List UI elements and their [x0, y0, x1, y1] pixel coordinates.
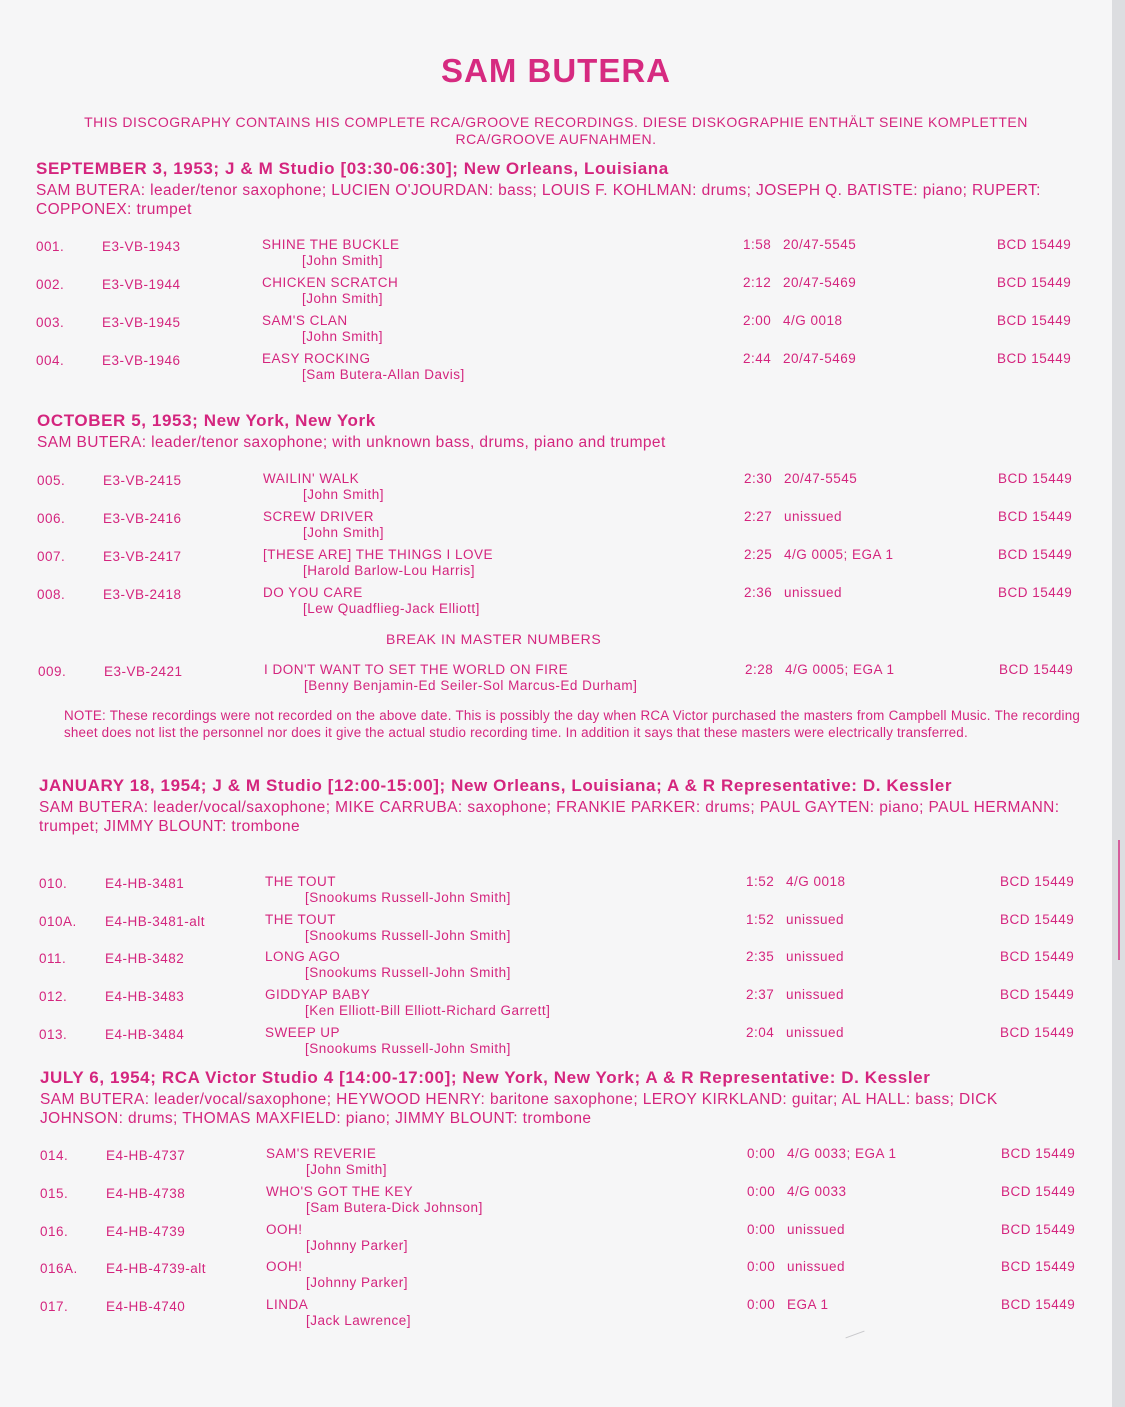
track-issue: 4/G 0005; EGA 1 [784, 547, 894, 562]
track-row [37, 471, 1125, 509]
session-header [40, 1068, 1084, 1128]
track-composer: [John Smith] [306, 1162, 388, 1177]
track-issue: 20/47-5469 [783, 351, 857, 366]
session-personnel: SAM BUTERA: leader/vocal/saxophone; HEYWOOD HENRY: baritone saxophone; LEROY KIRKLAND: guitar; AL HALL: bass; DICK JOHNSON: drums; THOMAS MAXFIELD: piano; JIMMY BLOUNT: trombone [40, 1091, 998, 1127]
track-composer: [Harold Barlow-Lou Harris] [303, 563, 476, 578]
track-bcd: BCD 15449 [997, 313, 1072, 328]
track-matrix: E4-HB-3481 [105, 876, 185, 891]
track-matrix: E3-VB-1943 [102, 239, 181, 254]
track-bcd: BCD 15449 [998, 509, 1073, 524]
track-number: 016A. [40, 1261, 78, 1276]
track-title: GIDDYAP BABY [265, 987, 371, 1002]
track-time: 1:52 [746, 912, 775, 927]
track-title: I DON'T WANT TO SET THE WORLD ON FIRE [264, 662, 569, 677]
track-composer: [Johnny Parker] [306, 1275, 409, 1290]
track-matrix: E4-HB-4739-alt [106, 1261, 207, 1276]
track-bcd: BCD 15449 [998, 585, 1073, 600]
track-bcd: BCD 15449 [1001, 1259, 1076, 1274]
track-composer: [John Smith] [302, 253, 384, 268]
track-number: 016. [40, 1224, 69, 1239]
track-title: DO YOU CARE [263, 585, 363, 600]
track-time: 2:04 [746, 1025, 775, 1040]
track-number: 007. [37, 549, 66, 564]
track-row [36, 313, 1125, 351]
track-bcd: BCD 15449 [998, 547, 1073, 562]
track-time: 2:27 [744, 509, 773, 524]
track-number: 011. [39, 951, 67, 966]
track-issue: 4/G 0033 [787, 1184, 847, 1199]
track-matrix: E3-VB-2421 [104, 664, 183, 679]
track-time: 0:00 [747, 1259, 776, 1274]
session-header [39, 776, 1083, 836]
track-issue: unissued [786, 949, 845, 964]
track-bcd: BCD 15449 [1001, 1146, 1076, 1161]
track-number: 009. [38, 664, 67, 679]
track-row [39, 949, 1125, 987]
break-in-master-numbers: BREAK IN MASTER NUMBERS [386, 631, 602, 647]
session-personnel: SAM BUTERA: leader/vocal/saxophone; MIKE CARRUBA: saxophone; FRANKIE PARKER: drums; PAUL GAYTEN: piano; PAUL HERMANN: trumpet; JIMMY BLOUNT: trombone [39, 799, 1060, 835]
track-title: SAM'S CLAN [262, 313, 348, 328]
track-time: 2:37 [746, 987, 775, 1002]
track-composer: [Sam Butera-Dick Johnson] [306, 1200, 483, 1215]
track-title: WAILIN' WALK [263, 471, 360, 486]
track-bcd: BCD 15449 [1000, 987, 1075, 1002]
track-title: WHO'S GOT THE KEY [266, 1184, 414, 1199]
track-composer: [John Smith] [303, 525, 385, 540]
track-issue: 4/G 0005; EGA 1 [785, 662, 895, 677]
track-row [40, 1146, 1125, 1184]
track-issue: unissued [786, 987, 845, 1002]
track-time: 2:12 [743, 275, 772, 290]
track-row [36, 237, 1125, 275]
track-matrix: E4-HB-4738 [106, 1186, 186, 1201]
track-title: OOH! [266, 1259, 303, 1274]
track-composer: [John Smith] [302, 291, 384, 306]
track-issue: unissued [784, 585, 843, 600]
page-edge [1112, 0, 1125, 1407]
track-row [37, 547, 1125, 585]
track-issue: unissued [786, 912, 845, 927]
track-matrix: E4-HB-3482 [105, 951, 185, 966]
track-bcd: BCD 15449 [1001, 1222, 1076, 1237]
track-bcd: BCD 15449 [1000, 1025, 1075, 1040]
track-bcd: BCD 15449 [1001, 1297, 1076, 1312]
track-composer: [Snookums Russell-John Smith] [305, 965, 511, 980]
session-personnel: SAM BUTERA: leader/tenor saxophone; with unknown bass, drums, piano and trumpet [37, 434, 666, 451]
track-title: EASY ROCKING [262, 351, 371, 366]
page-title: SAM BUTERA [441, 52, 671, 89]
track-row [40, 1184, 1125, 1222]
track-row [40, 1259, 1125, 1297]
track-row [36, 351, 1125, 389]
track-bcd: BCD 15449 [1000, 912, 1075, 927]
track-matrix: E3-VB-2417 [103, 549, 182, 564]
track-time: 0:00 [747, 1146, 776, 1161]
track-number: 012. [39, 989, 68, 1004]
track-composer: [Johnny Parker] [306, 1238, 409, 1253]
track-row [38, 662, 1125, 700]
session-heading: JULY 6, 1954; RCA Victor Studio 4 [14:00-17:00]; New York, New York; A & R Representative: D. Kessler [40, 1068, 931, 1087]
track-row [39, 987, 1125, 1025]
track-composer: [Snookums Russell-John Smith] [305, 890, 511, 905]
track-title: SHINE THE BUCKLE [262, 237, 400, 252]
track-title: LINDA [266, 1297, 309, 1312]
track-composer: [John Smith] [303, 487, 385, 502]
track-issue: 20/47-5469 [783, 275, 857, 290]
track-composer: [Snookums Russell-John Smith] [305, 928, 511, 943]
track-time: 0:00 [747, 1184, 776, 1199]
track-time: 2:36 [744, 585, 773, 600]
track-time: 2:25 [744, 547, 773, 562]
session-heading: SEPTEMBER 3, 1953; J & M Studio [03:30-06:30]; New Orleans, Louisiana [36, 159, 669, 178]
page-edge-mark [1118, 840, 1120, 960]
track-matrix: E4-HB-3484 [105, 1027, 185, 1042]
track-number: 006. [37, 511, 66, 526]
track-issue: 20/47-5545 [783, 237, 857, 252]
track-time: 2:28 [745, 662, 774, 677]
track-issue: 4/G 0033; EGA 1 [787, 1146, 897, 1161]
track-bcd: BCD 15449 [1000, 949, 1075, 964]
track-time: 2:35 [746, 949, 775, 964]
track-issue: 4/G 0018 [786, 874, 846, 889]
session-heading: OCTOBER 5, 1953; New York, New York [37, 411, 376, 430]
track-composer: [Lew Quadflieg-Jack Elliott] [303, 601, 480, 616]
track-row [36, 275, 1125, 313]
track-bcd: BCD 15449 [998, 471, 1073, 486]
track-time: 2:30 [744, 471, 773, 486]
track-composer: [Sam Butera-Allan Davis] [302, 367, 465, 382]
track-row [39, 1025, 1125, 1063]
session-heading: JANUARY 18, 1954; J & M Studio [12:00-15:00]; New Orleans, Louisiana; A & R Representative: D. Kessler [39, 776, 953, 795]
track-issue: 20/47-5545 [784, 471, 858, 486]
session-note: NOTE: These recordings were not recorded on the above date. This is possibly the day when RCA Victor purchased the masters from Campbell Music. The recording sheet does not list the personnel nor does it give the actual studio recording time. In addition it says that these masters were electrically transferred. [64, 708, 1080, 740]
track-bcd: BCD 15449 [1000, 874, 1075, 889]
track-time: 2:44 [743, 351, 772, 366]
track-issue: unissued [784, 509, 843, 524]
track-composer: [Snookums Russell-John Smith] [305, 1041, 511, 1056]
track-issue: 4/G 0018 [783, 313, 843, 328]
track-issue: unissued [786, 1025, 845, 1040]
intro-text [30, 114, 1082, 148]
track-number: 008. [37, 587, 66, 602]
track-title: THE TOUT [265, 874, 337, 889]
track-matrix: E4-HB-4739 [106, 1224, 186, 1239]
session-header [36, 159, 1082, 219]
track-matrix: E3-VB-2418 [103, 587, 182, 602]
track-row [39, 874, 1125, 912]
track-number: 004. [36, 353, 65, 368]
track-matrix: E4-HB-3481-alt [105, 914, 206, 929]
track-matrix: E3-VB-1945 [102, 315, 181, 330]
track-matrix: E3-VB-1944 [102, 277, 181, 292]
track-matrix: E4-HB-4737 [106, 1148, 186, 1163]
track-title: SWEEP UP [265, 1025, 341, 1040]
track-row [37, 509, 1125, 547]
track-number: 015. [40, 1186, 69, 1201]
track-row [39, 912, 1125, 950]
track-time: 1:58 [743, 237, 772, 252]
intro-line-2: RCA/GROOVE AUFNAHMEN. [455, 131, 657, 147]
track-number: 010. [39, 876, 68, 891]
track-row [40, 1297, 1125, 1335]
track-title: SAM'S REVERIE [266, 1146, 377, 1161]
track-matrix: E4-HB-3483 [105, 989, 185, 1004]
track-number: 002. [36, 277, 65, 292]
intro-line-1: THIS DISCOGRAPHY CONTAINS HIS COMPLETE RCA/GROOVE RECORDINGS. DIESE DISKOGRAPHIE ENTHÄLT SEINE KOMPLETTEN [84, 114, 1028, 130]
session-header [37, 411, 1083, 452]
track-number: 001. [36, 239, 65, 254]
track-row [37, 585, 1125, 623]
track-title: [THESE ARE] THE THINGS I LOVE [263, 547, 494, 562]
track-composer: [John Smith] [302, 329, 384, 344]
track-composer: [Ken Elliott-Bill Elliott-Richard Garrett] [305, 1003, 551, 1018]
track-time: 1:52 [746, 874, 775, 889]
session-personnel: SAM BUTERA: leader/tenor saxophone; LUCIEN O'JOURDAN: bass; LOUIS F. KOHLMAN: drums; JOSEPH Q. BATISTE: piano; RUPERT: COPPONEX: trumpet [36, 182, 1041, 218]
track-issue: EGA 1 [787, 1297, 829, 1312]
track-matrix: E3-VB-1946 [102, 353, 181, 368]
track-number: 013. [39, 1027, 68, 1042]
track-bcd: BCD 15449 [997, 275, 1072, 290]
track-bcd: BCD 15449 [997, 237, 1072, 252]
track-number: 017. [40, 1299, 69, 1314]
track-title: OOH! [266, 1222, 303, 1237]
track-number: 010A. [39, 914, 77, 929]
track-number: 014. [40, 1148, 69, 1163]
track-bcd: BCD 15449 [1001, 1184, 1076, 1199]
track-title: CHICKEN SCRATCH [262, 275, 399, 290]
track-issue: unissued [787, 1259, 846, 1274]
track-title: LONG AGO [265, 949, 341, 964]
track-matrix: E3-VB-2416 [103, 511, 182, 526]
track-title: THE TOUT [265, 912, 337, 927]
track-composer: [Jack Lawrence] [306, 1313, 412, 1328]
track-time: 0:00 [747, 1222, 776, 1237]
track-time: 2:00 [743, 313, 772, 328]
track-bcd: BCD 15449 [999, 662, 1074, 677]
track-issue: unissued [787, 1222, 846, 1237]
track-matrix: E3-VB-2415 [103, 473, 182, 488]
track-number: 003. [36, 315, 65, 330]
track-composer: [Benny Benjamin-Ed Seiler-Sol Marcus-Ed Durham] [304, 678, 638, 693]
track-matrix: E4-HB-4740 [106, 1299, 186, 1314]
track-row [40, 1222, 1125, 1260]
track-title: SCREW DRIVER [263, 509, 375, 524]
track-bcd: BCD 15449 [997, 351, 1072, 366]
track-time: 0:00 [747, 1297, 776, 1312]
track-number: 005. [37, 473, 66, 488]
